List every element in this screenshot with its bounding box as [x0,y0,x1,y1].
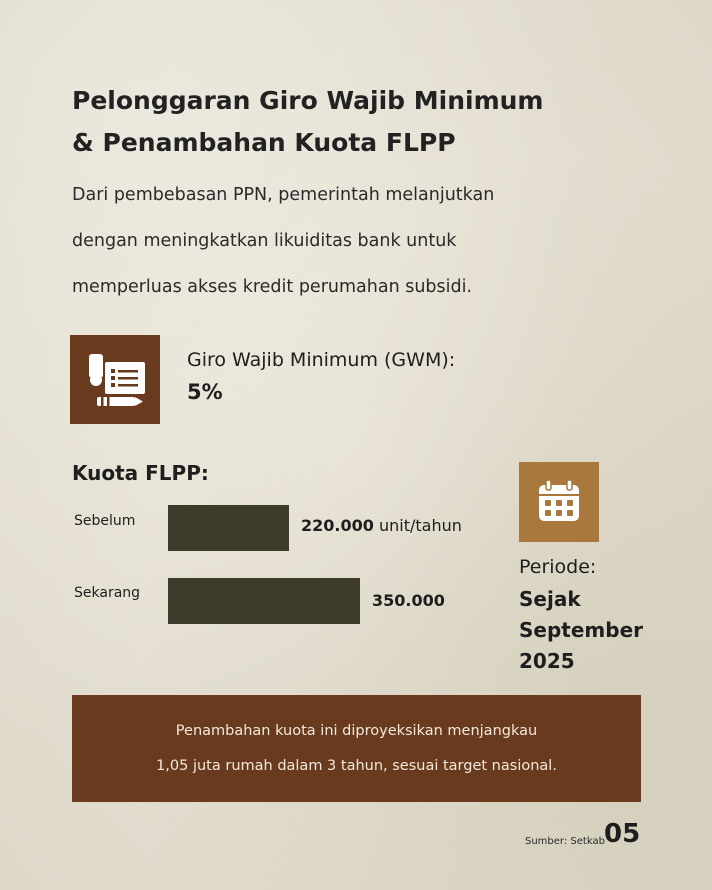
intro-paragraph [72,172,672,310]
category-label-sekarang: Sekarang [74,585,141,601]
intro-line-3: memperluas akses kredit perumahan subsidi. [72,277,473,297]
intro-line-2: dengan meningkatkan likuiditas bank untuk [72,231,457,251]
document-pencil-icon-svg [70,335,160,424]
bar-value-number-sekarang: 350.000 [372,591,445,610]
title-line-1: Pelonggaran Giro Wajib Minimum [72,86,544,115]
note-line-1: Penambahan kuota ini diproyeksikan menjangkau [175,723,538,739]
note-box [72,695,641,802]
intro-line-1: Dari pembebasan PPN, pemerintah melanjutkan [72,185,495,205]
bar-sekarang [168,578,360,624]
gwm-label: Giro Wajib Minimum (GWM): [187,349,456,371]
page-number: 05 [604,819,641,849]
source-credit: Sumber: Setkab [525,836,605,847]
bar-sebelum [168,505,289,551]
bar-value-number-sebelum: 220.000 [301,516,374,535]
periode-label: Periode: [519,556,597,578]
calendar-icon [519,462,599,542]
gwm-value: 5% [187,380,223,404]
title-line-2: & Penambahan Kuota FLPP [72,128,456,157]
bar-value-sekarang [372,591,445,610]
document-pencil-icon [70,335,160,424]
note-line-2: 1,05 juta rumah dalam 3 tahun, sesuai target nasional. [156,758,557,774]
kuota-title: Kuota FLPP: [72,461,209,485]
periode-value: Sejak September 2025 [519,587,643,673]
category-label-sebelum: Sebelum [74,513,136,529]
bar-value-sebelum [301,516,462,535]
calendar-icon-svg [519,462,599,542]
page-title [72,80,672,164]
bar-value-unit: unit/tahun [378,516,462,535]
